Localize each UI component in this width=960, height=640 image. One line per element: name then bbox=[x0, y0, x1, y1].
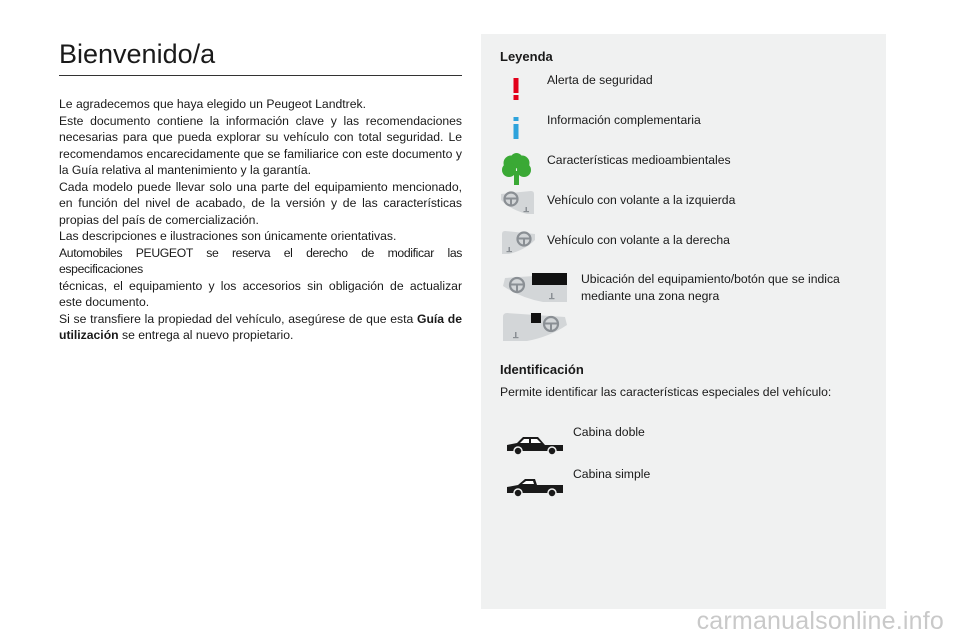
transfer-text-end: se entrega al nuevo propietario. bbox=[118, 328, 294, 342]
legend-panel bbox=[481, 34, 886, 609]
legend-label-eco: Características medioambientales bbox=[547, 153, 731, 167]
page-title: Bienvenido/a bbox=[59, 39, 216, 69]
intro-paragraph: técnicas, el equipamiento y los accesorios sin obligación de actualizar este documento. bbox=[59, 278, 462, 309]
identification-heading: Identificación bbox=[500, 362, 584, 377]
legend-label-alert: Alerta de seguridad bbox=[547, 73, 653, 87]
double-cab-icon bbox=[505, 432, 565, 458]
single-cab-icon bbox=[505, 474, 565, 500]
intro-paragraph: Le agradecemos que haya elegido un Peugeot Landtrek. bbox=[59, 97, 366, 111]
identification-label-double-cab: Cabina doble bbox=[573, 425, 645, 439]
intro-paragraph: Este documento contiene la información clave y las recomendaciones necesarias para que pueda explorar su vehículo con total seguridad. Le recomendamos encarecidamente que se familiarice con este documento y la Guía relativa al mantenimiento y la garantía. bbox=[59, 113, 462, 177]
info-icon bbox=[511, 117, 521, 139]
watermark-link[interactable]: carmanualsonline.info bbox=[696, 607, 944, 635]
tree-icon bbox=[502, 153, 531, 185]
intro-paragraph: Automobiles PEUGEOT se reserva el derecho de modificar las especificaciones bbox=[59, 245, 462, 276]
steering-wheel-left-icon bbox=[501, 190, 535, 216]
intro-paragraph: Cada modelo puede llevar solo una parte del equipamiento mencionado, en función del nivel de acabado, de la versión y de las características propias del país de comercialización. bbox=[59, 179, 462, 227]
legend-label-rhd: Vehículo con volante a la derecha bbox=[547, 233, 730, 247]
title-divider bbox=[59, 75, 462, 76]
intro-text bbox=[59, 96, 462, 344]
steering-wheel-right-icon bbox=[501, 230, 535, 256]
dashboard-black-zone-rhd-icon bbox=[501, 311, 569, 343]
intro-paragraph: Las descripciones e ilustraciones son únicamente orientativas. bbox=[59, 229, 397, 243]
legend-label-black-zone: Ubicación del equipamiento/botón que se indica mediante una zona negra bbox=[581, 272, 840, 303]
legend-label-lhd: Vehículo con volante a la izquierda bbox=[547, 193, 736, 207]
legend-heading: Leyenda bbox=[500, 49, 553, 64]
identification-label-single-cab: Cabina simple bbox=[573, 467, 651, 481]
intro-paragraph-transfer bbox=[59, 311, 462, 344]
transfer-text: Si se transfiere la propiedad del vehículo, asegúrese de que esta bbox=[59, 311, 417, 326]
guide-name: Guía de utilización bbox=[59, 311, 462, 342]
intro-column bbox=[59, 40, 462, 344]
legend-label-info: Información complementaria bbox=[547, 113, 701, 127]
warning-icon bbox=[511, 78, 521, 100]
identification-description: Permite identificar las características especiales del vehículo: bbox=[500, 385, 832, 399]
dashboard-black-zone-lhd-icon bbox=[501, 272, 569, 304]
